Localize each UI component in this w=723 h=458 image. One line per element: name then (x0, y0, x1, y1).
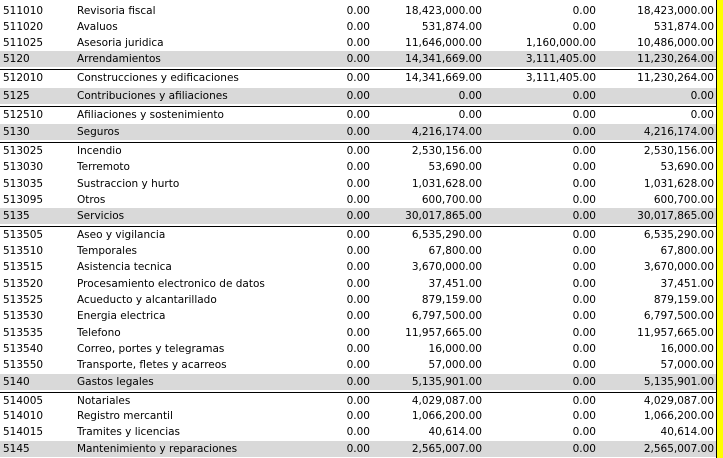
cell-v1: 0.00 (346, 37, 370, 49)
table-row[interactable] (0, 3, 716, 19)
cell-v2: 11,646,000.00 (405, 37, 482, 49)
cell-v2: 18,423,000.00 (405, 5, 482, 17)
cell-v2: 2,565,007.00 (411, 443, 482, 455)
cell-name: Asistencia tecnica (77, 261, 172, 273)
cell-v3: 1,160,000.00 (525, 37, 596, 49)
cell-code: 5125 (3, 90, 30, 102)
cell-v4: 16,000.00 (660, 343, 714, 355)
cell-v3: 0.00 (572, 327, 596, 339)
cell-code: 512510 (3, 109, 44, 121)
cell-name: Procesamiento electronico de datos (77, 278, 265, 290)
cell-v3: 0.00 (572, 261, 596, 273)
table-row[interactable] (0, 226, 716, 243)
cell-v4: 1,066,200.00 (643, 410, 714, 422)
table-row[interactable] (0, 259, 716, 275)
cell-v4: 10,486,000.00 (637, 37, 714, 49)
cell-v1: 0.00 (346, 21, 370, 33)
cell-name: Otros (77, 194, 106, 206)
cell-name: Energia electrica (77, 310, 166, 322)
cell-code: 512010 (3, 72, 44, 84)
cell-code: 513510 (3, 245, 44, 257)
table-row[interactable] (0, 69, 716, 86)
cell-v4: 40,614.00 (660, 426, 714, 438)
cell-name: Transporte, fletes y acarreos (77, 359, 227, 371)
table-row[interactable] (0, 176, 716, 192)
cell-name: Aseo y vigilancia (77, 229, 166, 241)
cell-v1: 0.00 (346, 261, 370, 273)
cell-v1: 0.00 (346, 294, 370, 306)
cell-v2: 531,874.00 (421, 21, 482, 33)
cell-v1: 0.00 (346, 53, 370, 65)
table-row[interactable] (0, 292, 716, 308)
cell-v1: 0.00 (346, 161, 370, 173)
cell-code: 513525 (3, 294, 44, 306)
cell-v3: 0.00 (572, 426, 596, 438)
cell-v4: 57,000.00 (660, 359, 714, 371)
cell-code: 514005 (3, 395, 44, 407)
cell-v2: 600,700.00 (421, 194, 482, 206)
cell-v2: 40,614.00 (428, 426, 482, 438)
table-row[interactable] (0, 424, 716, 440)
cell-v3: 0.00 (572, 343, 596, 355)
table-row[interactable] (0, 341, 716, 357)
cell-v1: 0.00 (346, 72, 370, 84)
cell-v3: 0.00 (572, 410, 596, 422)
cell-code: 514015 (3, 426, 44, 438)
cell-name: Acueducto y alcantarillado (77, 294, 217, 306)
cell-v4: 4,029,087.00 (643, 395, 714, 407)
group-row[interactable] (0, 88, 716, 104)
cell-v2: 37,451.00 (428, 278, 482, 290)
cell-v1: 0.00 (346, 229, 370, 241)
group-row[interactable] (0, 51, 716, 67)
table-row[interactable] (0, 408, 716, 424)
cell-code: 513530 (3, 310, 44, 322)
table-row[interactable] (0, 142, 716, 159)
cell-code: 5135 (3, 210, 30, 222)
cell-name: Notariales (77, 395, 131, 407)
cell-v3: 0.00 (572, 126, 596, 138)
cell-v2: 0.00 (458, 109, 482, 121)
cell-v3: 0.00 (572, 21, 596, 33)
cell-name: Terremoto (77, 161, 130, 173)
cell-v3: 0.00 (572, 178, 596, 190)
cell-v3: 0.00 (572, 245, 596, 257)
group-row[interactable] (0, 124, 716, 140)
cell-v4: 531,874.00 (653, 21, 714, 33)
cell-v2: 3,670,000.00 (411, 261, 482, 273)
cell-v3: 0.00 (572, 5, 596, 17)
cell-v3: 0.00 (572, 210, 596, 222)
cell-v2: 0.00 (458, 90, 482, 102)
cell-v3: 0.00 (572, 294, 596, 306)
cell-name: Seguros (77, 126, 120, 138)
cell-name: Revisoria fiscal (77, 5, 156, 17)
cell-name: Avaluos (77, 21, 118, 33)
table-row[interactable] (0, 276, 716, 292)
table-row[interactable] (0, 392, 716, 409)
cell-code: 5130 (3, 126, 30, 138)
cell-v2: 1,066,200.00 (411, 410, 482, 422)
cell-v1: 0.00 (346, 376, 370, 388)
cell-v1: 0.00 (346, 443, 370, 455)
cell-code: 5120 (3, 53, 30, 65)
cell-v2: 2,530,156.00 (411, 145, 482, 157)
cell-code: 513095 (3, 194, 44, 206)
table-row[interactable] (0, 357, 716, 373)
cell-v4: 600,700.00 (653, 194, 714, 206)
cell-v1: 0.00 (346, 410, 370, 422)
cell-v3: 0.00 (572, 161, 596, 173)
cell-v4: 0.00 (690, 90, 714, 102)
cell-v3: 0.00 (572, 443, 596, 455)
cell-v2: 14,341,669.00 (405, 53, 482, 65)
cell-code: 511020 (3, 21, 44, 33)
cell-v4: 0.00 (690, 109, 714, 121)
cell-v2: 53,690.00 (428, 161, 482, 173)
cell-code: 513035 (3, 178, 44, 190)
cell-v2: 11,957,665.00 (405, 327, 482, 339)
cell-name: Afiliaciones y sostenimiento (77, 109, 224, 121)
cell-v1: 0.00 (346, 327, 370, 339)
cell-v2: 4,029,087.00 (411, 395, 482, 407)
cell-v3: 0.00 (572, 359, 596, 371)
cell-name: Registro mercantil (77, 410, 173, 422)
cell-name: Telefono (77, 327, 121, 339)
cell-v4: 6,797,500.00 (643, 310, 714, 322)
cell-v1: 0.00 (346, 395, 370, 407)
cell-v4: 30,017,865.00 (637, 210, 714, 222)
cell-v1: 0.00 (346, 5, 370, 17)
cell-name: Arrendamientos (77, 53, 161, 65)
cell-v1: 0.00 (346, 359, 370, 371)
group-row[interactable] (0, 208, 716, 224)
cell-v3: 0.00 (572, 229, 596, 241)
cell-v1: 0.00 (346, 126, 370, 138)
cell-v4: 2,530,156.00 (643, 145, 714, 157)
cell-code: 5145 (3, 443, 30, 455)
cell-v4: 11,957,665.00 (637, 327, 714, 339)
cell-v3: 0.00 (572, 109, 596, 121)
cell-v4: 11,230,264.00 (637, 72, 714, 84)
cell-v3: 0.00 (572, 194, 596, 206)
cell-name: Gastos legales (77, 376, 154, 388)
cell-code: 513535 (3, 327, 44, 339)
table-row[interactable] (0, 35, 716, 51)
cell-v2: 6,535,290.00 (411, 229, 482, 241)
cell-v2: 4,216,174.00 (411, 126, 482, 138)
table-row[interactable] (0, 325, 716, 341)
yellow-scroll-edge[interactable] (717, 0, 723, 458)
cell-name: Sustraccion y hurto (77, 178, 180, 190)
cell-v3: 3,111,405.00 (525, 72, 596, 84)
cell-v3: 0.00 (572, 376, 596, 388)
cell-v2: 1,031,628.00 (411, 178, 482, 190)
cell-v4: 11,230,264.00 (637, 53, 714, 65)
cell-code: 513025 (3, 145, 44, 157)
group-row[interactable] (0, 374, 716, 390)
cell-name: Mantenimiento y reparaciones (77, 443, 238, 455)
cell-v1: 0.00 (346, 245, 370, 257)
cell-code: 513030 (3, 161, 44, 173)
cell-name: Contribuciones y afiliaciones (77, 90, 228, 102)
cell-name: Construcciones y edificaciones (77, 72, 239, 84)
cell-v1: 0.00 (346, 278, 370, 290)
cell-v1: 0.00 (346, 343, 370, 355)
cell-v1: 0.00 (346, 194, 370, 206)
table-row[interactable] (0, 19, 716, 35)
cell-v2: 30,017,865.00 (405, 210, 482, 222)
cell-v4: 2,565,007.00 (643, 443, 714, 455)
table-row[interactable] (0, 106, 716, 123)
cell-code: 513515 (3, 261, 44, 273)
cell-v1: 0.00 (346, 426, 370, 438)
cell-v1: 0.00 (346, 109, 370, 121)
cell-code: 511010 (3, 5, 44, 17)
cell-name: Correo, portes y telegramas (77, 343, 225, 355)
cell-v1: 0.00 (346, 90, 370, 102)
cell-code: 513550 (3, 359, 44, 371)
cell-name: Asesoria juridica (77, 37, 164, 49)
cell-v1: 0.00 (346, 210, 370, 222)
cell-v4: 18,423,000.00 (637, 5, 714, 17)
table-row[interactable] (0, 159, 716, 175)
cell-v4: 879,159.00 (653, 294, 714, 306)
cell-v1: 0.00 (346, 145, 370, 157)
cell-v3: 0.00 (572, 310, 596, 322)
cell-v3: 3,111,405.00 (525, 53, 596, 65)
cell-v3: 0.00 (572, 278, 596, 290)
cell-name: Servicios (77, 210, 125, 222)
cell-code: 513540 (3, 343, 44, 355)
table-row[interactable] (0, 192, 716, 208)
cell-code: 5140 (3, 376, 30, 388)
table-row[interactable] (0, 308, 716, 324)
cell-v4: 37,451.00 (660, 278, 714, 290)
cell-name: Incendio (77, 145, 122, 157)
group-row[interactable] (0, 441, 716, 457)
cell-code: 511025 (3, 37, 44, 49)
table-row[interactable] (0, 243, 716, 259)
cell-v2: 879,159.00 (421, 294, 482, 306)
cell-v4: 4,216,174.00 (643, 126, 714, 138)
cell-v4: 3,670,000.00 (643, 261, 714, 273)
cell-code: 513505 (3, 229, 44, 241)
cell-v2: 5,135,901.00 (411, 376, 482, 388)
cell-v2: 57,000.00 (428, 359, 482, 371)
cell-v4: 6,535,290.00 (643, 229, 714, 241)
cell-v2: 67,800.00 (428, 245, 482, 257)
cell-v2: 16,000.00 (428, 343, 482, 355)
cell-v3: 0.00 (572, 90, 596, 102)
cell-v4: 1,031,628.00 (643, 178, 714, 190)
cell-v1: 0.00 (346, 178, 370, 190)
cell-v3: 0.00 (572, 145, 596, 157)
cell-v4: 53,690.00 (660, 161, 714, 173)
cell-v4: 5,135,901.00 (643, 376, 714, 388)
cell-name: Temporales (77, 245, 138, 257)
cell-v2: 14,341,669.00 (405, 72, 482, 84)
cell-name: Tramites y licencias (77, 426, 181, 438)
cell-code: 514010 (3, 410, 44, 422)
cell-v2: 6,797,500.00 (411, 310, 482, 322)
cell-v3: 0.00 (572, 395, 596, 407)
cell-code: 513520 (3, 278, 44, 290)
cell-v1: 0.00 (346, 310, 370, 322)
cell-v4: 67,800.00 (660, 245, 714, 257)
